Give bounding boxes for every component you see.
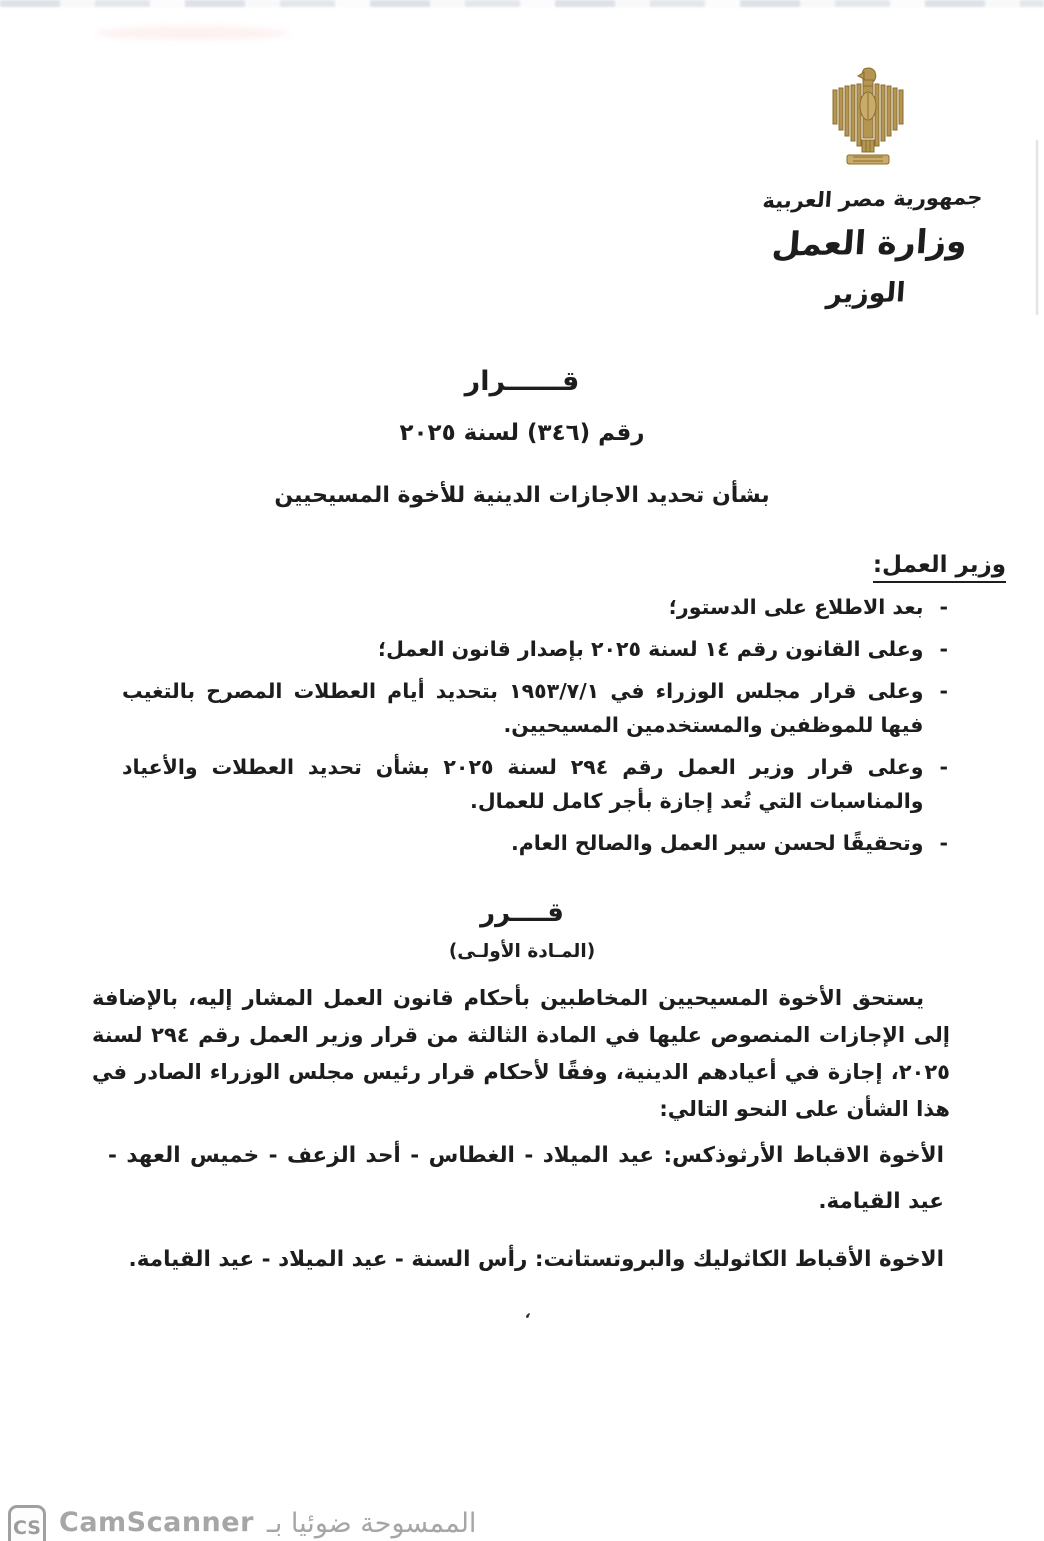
decided-word: قــــرر [480,898,564,928]
decree-subject-line: بشأن تحديد الاجازات الدينية للأخوة المسيحيين [274,483,770,508]
camscanner-app-name: CamScanner [59,1507,254,1538]
preamble-item [122,632,948,666]
stray-pen-mark: ʻ [521,1309,532,1329]
decree-word: قــــــرار [464,366,580,397]
letterhead-calligraphy [749,182,989,318]
bullet-dash: - [939,595,948,619]
ministry-name: وزارة العمل [770,221,969,264]
preamble-item-text: وتحقيقًا لحسن سير العمل والصالح العام. [510,831,924,855]
preamble-item [122,750,948,818]
orthodox-copts-holidays-line: الأخوة الاقباط الأرثوذكس: عيد الميلاد - الغطاس - أحد الزعف - خميس العهد - عيد القيامة. [108,1143,944,1214]
preamble-item-text: بعد الاطلاع على الدستور؛ [668,595,924,619]
preamble-list [122,590,948,868]
preamble-item [122,826,948,860]
article-one-body: يستحق الأخوة المسيحيين المخاطبين بأحكام قانون العمل المشار إليه، بالإضافة إلى الإجازات المنصوص عليها في المادة الثالثة من قرار وزير العمل رقم ٢٩٤ لسنة ٢٠٢٥، إجازة في أعيادهم الدينية، وفقًا لأحكام قرار رئيس مجلس الوزراء الصادر في هذا الشأن على النحو التالي: [92,986,951,1121]
preamble-item [122,674,948,742]
decree-number-line: رقم (٣٤٦) لسنة ٢٠٢٥ [399,420,645,446]
republic-name: جمهورية مصر العربية [761,185,984,213]
preamble-item-text: وعلى قرار وزير العمل رقم ٢٩٤ لسنة ٢٠٢٥ بشأن تحديد العطلات والأعياد والمناسبات التي تُعد إجازة بأجر كامل للعمال. [122,755,924,813]
bullet-dash: - [939,637,948,661]
preamble-item [122,590,948,624]
bullet-dash: - [939,831,948,855]
bullet-dash: - [939,679,948,703]
camscanner-cs-badge-icon: CS [8,1505,46,1541]
camscanner-watermark [8,1497,476,1541]
article-one-heading: (المـادة الأولـى) [448,941,596,962]
camscanner-arabic-caption: الممسوحة ضوئيا بـ [266,1508,477,1539]
preamble-item-text: وعلى قرار مجلس الوزراء في ١٩٥٣/٧/١ بتحديد أيام العطلات المصرح بالتغيب فيها للموظفين والمستخدمين المسيحيين. [122,679,924,737]
scan-edge-artifact [0,0,1044,7]
minister-of-labor-heading: وزير العمل: [873,552,1006,583]
catholic-protestant-copts-holidays-line: الاخوة الأقباط الكاثوليك والبروتستانت: رأس السنة - عيد الميلاد - عيد القيامة. [128,1247,944,1272]
bullet-dash: - [939,755,948,779]
preamble-item-text: وعلى القانون رقم ١٤ لسنة ٢٠٢٥ بإصدار قانون العمل؛ [377,637,924,661]
scan-fold-line-artifact [1036,140,1038,315]
eagle-of-saladin-emblem-icon [831,66,905,168]
scan-smudge-artifact [95,26,290,40]
minister-title: الوزير [825,277,907,310]
